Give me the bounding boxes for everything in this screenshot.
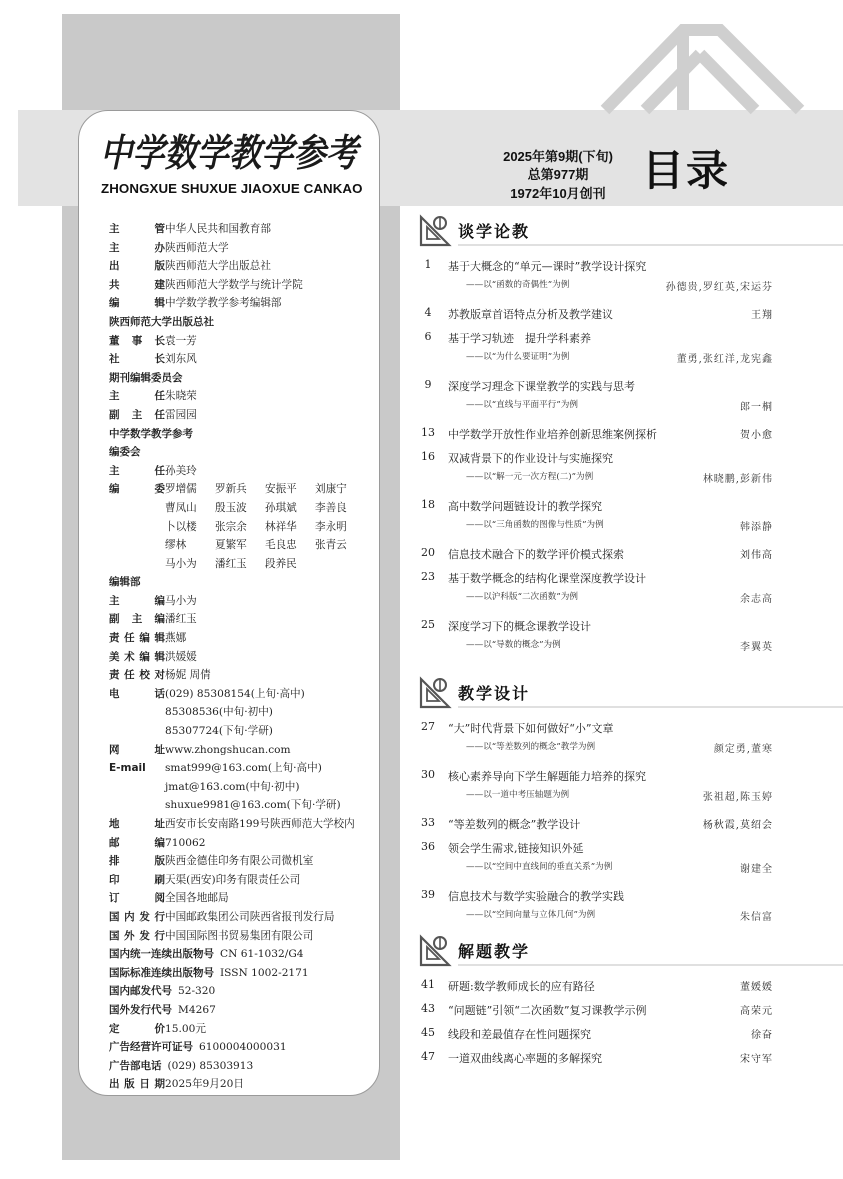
entry-title: 苏教版章首语特点分析及教学建议 <box>448 308 613 321</box>
masthead-row <box>109 908 379 927</box>
section-emblem-icon <box>418 214 452 248</box>
masthead-value: 孙美玲 <box>165 464 197 477</box>
entry-author: 董媛媛 <box>740 982 773 993</box>
masthead-value: 杨妮 周倩 <box>165 669 211 682</box>
entry-title-row <box>418 978 773 998</box>
svg-text:中学数学教学参考: 中学数学教学参考 <box>100 130 363 175</box>
toc-entry[interactable] <box>418 498 773 534</box>
entry-subtitle-row <box>418 860 773 876</box>
committee-member: 孙琪斌 <box>265 501 297 514</box>
masthead-row <box>109 685 379 704</box>
entry-title-row <box>418 258 773 278</box>
masthead-row <box>109 648 379 667</box>
masthead-key: 责 任 校 对 <box>109 669 165 682</box>
committee-member: 张宗余 <box>215 520 247 533</box>
masthead-key: 董 事 长 <box>109 334 165 347</box>
total-issue: 总第977期 <box>527 167 589 182</box>
entry-page: 33 <box>421 816 435 829</box>
entry-page: 9 <box>424 378 432 391</box>
toc-entry[interactable] <box>418 978 773 998</box>
entry-author: 董勇,张红洋,龙宪鑫 <box>676 354 773 365</box>
masthead-value: 洪媛媛 <box>165 650 197 663</box>
entry-page: 41 <box>421 978 435 991</box>
entry-page: 27 <box>421 720 435 733</box>
toc-entry[interactable] <box>418 258 773 294</box>
entry-author: 林晓鹏,彭新伟 <box>702 474 773 485</box>
section-underline <box>458 244 843 246</box>
entry-author: 韩添静 <box>740 522 773 533</box>
entry-title-row <box>418 816 773 836</box>
masthead-key: 印 刷 <box>109 873 165 886</box>
masthead-key <box>109 796 165 815</box>
committee-member: 曹凤山 <box>165 501 197 514</box>
journal-pinyin: ZHONGXUE SHUXUE JIAOXUE CANKAO <box>101 181 363 196</box>
masthead-value: 6100004000031 <box>199 1041 287 1054</box>
journal-logo <box>100 118 362 176</box>
masthead-value: 中国邮政集团公司陕西省报刊发行局 <box>165 910 335 923</box>
masthead-row <box>109 350 379 369</box>
masthead-row <box>109 778 379 797</box>
entry-page: 23 <box>421 570 435 583</box>
masthead-value: www.zhongshucan.com <box>165 743 291 756</box>
masthead-key: 主 任 <box>109 390 165 403</box>
masthead-row <box>109 239 379 258</box>
entry-title: 核心素养导向下学生解题能力培养的探究 <box>448 770 646 783</box>
masthead-value: 燕娜 <box>165 632 187 645</box>
masthead-value: 天渠(西安)印务有限责任公司 <box>165 873 301 886</box>
entry-subtitle: ——以“直线与平面平行”为例 <box>466 400 578 410</box>
masthead-row <box>109 257 379 276</box>
entry-author: 余志高 <box>740 594 773 605</box>
masthead-row <box>109 332 379 351</box>
masthead-key: 出 版 <box>109 260 165 273</box>
section-emblem-icon <box>418 676 452 710</box>
masthead-row <box>109 666 379 685</box>
masthead-key: 副 主 任 <box>109 408 165 421</box>
committee-block <box>109 480 379 573</box>
toc-title: 目录 <box>642 146 731 195</box>
committee-member: 张青云 <box>315 539 347 552</box>
masthead-value: M4267 <box>178 1003 216 1016</box>
committee-member: 段养民 <box>265 557 297 570</box>
entry-subtitle-row <box>418 638 773 654</box>
masthead-row <box>109 462 379 481</box>
toc-entry[interactable] <box>418 426 773 446</box>
committee-member: 缪林 <box>165 539 187 552</box>
entry-author: 李翼英 <box>740 642 773 653</box>
toc-entry[interactable] <box>418 306 773 326</box>
masthead-heading: 期刊编辑委员会 <box>109 371 183 384</box>
toc-entry[interactable] <box>418 450 773 486</box>
entry-subtitle: ——以“三角函数的图像与性质”为例 <box>466 520 604 530</box>
entry-page: 36 <box>421 840 435 853</box>
committee-member: 安振平 <box>265 483 297 496</box>
masthead-value: 潘红玉 <box>165 613 197 626</box>
entry-page: 39 <box>421 888 435 901</box>
masthead-row <box>109 610 379 629</box>
committee-member: 刘康宁 <box>315 483 347 496</box>
masthead-key: 主 办 <box>109 241 165 254</box>
entry-author: 谢建全 <box>740 864 773 875</box>
toc-entry[interactable] <box>418 618 773 654</box>
entry-subtitle: ——以“等差数列的概念”教学为例 <box>466 742 596 752</box>
masthead-value: 陕西师范大学出版总社 <box>165 260 271 273</box>
masthead-key <box>109 778 165 797</box>
entry-title-row <box>418 618 773 638</box>
entry-title-row <box>418 498 773 518</box>
masthead-key: E-mail <box>109 762 146 775</box>
entry-subtitle-row <box>418 908 773 924</box>
masthead-row <box>109 1020 379 1039</box>
masthead-value: 85308536(中旬·初中) <box>165 706 273 719</box>
entry-title-row <box>418 1002 773 1022</box>
entry-author: 宋守军 <box>740 1054 773 1065</box>
toc-entry[interactable] <box>418 546 773 566</box>
entry-title-row <box>418 306 773 326</box>
masthead-key: 美 术 编 辑 <box>109 650 165 663</box>
entry-title: “大”时代背景下如何做好“小”文章 <box>448 722 614 735</box>
entry-title-row <box>418 720 773 740</box>
entry-subtitle-row <box>418 740 773 756</box>
masthead-value: ISSN 1002-2171 <box>220 966 309 979</box>
masthead-value: 15.00元 <box>165 1022 206 1035</box>
entry-author: 杨秋霞,莫绍会 <box>702 820 773 831</box>
entry-author: 颜定勇,董寒 <box>713 744 773 755</box>
masthead-value: 710062 <box>165 836 206 849</box>
masthead-key: 主 任 <box>109 464 165 477</box>
entry-author: 徐奋 <box>751 1030 773 1041</box>
masthead-value: 朱晓荣 <box>165 390 197 403</box>
toc-entry[interactable] <box>418 816 773 836</box>
masthead-row <box>109 927 379 946</box>
entry-title: “等差数列的概念”教学设计 <box>448 818 581 831</box>
entry-subtitle: ——以“导数的概念”为例 <box>466 640 561 650</box>
masthead-key <box>109 722 165 741</box>
masthead-key: 共 建 <box>109 278 165 291</box>
masthead-value: 刘东风 <box>165 353 197 366</box>
toc-entry[interactable] <box>418 1002 773 1022</box>
entry-subtitle: ——以一道中考压轴题为例 <box>466 790 570 800</box>
masthead-value: 中华人民共和国教育部 <box>165 223 271 235</box>
masthead-row <box>109 852 379 871</box>
entry-subtitle: ——以沪科版“二次函数”为例 <box>466 592 578 602</box>
entry-title-row <box>418 840 773 860</box>
entry-author: 张祖超,陈玉婷 <box>702 792 773 803</box>
masthead-value: (029) 85308154(上旬·高中) <box>165 687 305 700</box>
masthead-row <box>109 982 379 1001</box>
entry-author: 王翔 <box>751 310 773 321</box>
founded-date: 1972年10月创刊 <box>510 186 606 201</box>
section-emblem-icon <box>418 934 452 968</box>
masthead-value: smat999@163.com(上旬·高中) <box>165 762 322 775</box>
masthead-key: 编 委 <box>109 483 165 496</box>
committee-member: 李善良 <box>315 501 347 514</box>
masthead-key: 国 内 发 行 <box>109 910 165 923</box>
masthead-value: 袁一芳 <box>165 334 197 347</box>
masthead-row <box>109 703 379 722</box>
masthead-value: 中学数学教学参考编辑部 <box>165 297 282 310</box>
truss-decoration <box>595 20 835 112</box>
entry-subtitle-row <box>418 590 773 606</box>
entry-title-row <box>418 426 773 446</box>
section-title: 谈学论教 <box>458 222 531 241</box>
entry-title: 基于数学概念的结构化课堂深度教学设计 <box>448 572 646 585</box>
entry-page: 25 <box>421 618 435 631</box>
entry-title: 高中数学问题链设计的教学探究 <box>448 500 602 513</box>
masthead-key: 编 辑 <box>109 297 165 310</box>
entry-page: 30 <box>421 768 435 781</box>
entry-page: 16 <box>421 450 435 463</box>
toc-entry[interactable] <box>418 840 773 876</box>
committee-member: 卜以楼 <box>165 520 197 533</box>
masthead-row <box>109 294 379 313</box>
entry-page: 45 <box>421 1026 435 1039</box>
entry-subtitle-row <box>418 470 773 486</box>
entry-author: 郎一桐 <box>740 402 773 413</box>
masthead-row <box>109 759 379 778</box>
section-title: 解题教学 <box>458 942 531 961</box>
masthead-key: 出 版 日 期 <box>109 1078 165 1091</box>
entry-author: 刘伟高 <box>740 550 773 561</box>
masthead-row <box>109 406 379 425</box>
masthead-row <box>109 722 379 741</box>
toc-entry[interactable] <box>418 720 773 756</box>
masthead-key: 主 编 <box>109 594 165 607</box>
masthead-value: CN 61-1032/G4 <box>220 948 304 961</box>
entry-title: 双减背景下的作业设计与实施探究 <box>448 452 613 465</box>
masthead-value: (029) 85303913 <box>167 1059 254 1072</box>
masthead-value: 52-320 <box>178 985 216 998</box>
issue-number: 2025年第9期(下旬) <box>503 149 613 164</box>
entry-author: 孙德贵,罗红英,宋运芬 <box>665 282 773 293</box>
masthead-row <box>109 1001 379 1020</box>
section-title: 教学设计 <box>458 684 531 703</box>
masthead-key: 副 主 编 <box>109 613 165 626</box>
entry-title: 领会学生需求,链接知识外延 <box>448 842 584 855</box>
entry-title: 线段和差最值存在性问题探究 <box>448 1028 591 1041</box>
entry-page: 6 <box>424 330 432 343</box>
entry-subtitle: ——以“空间中直线间的垂直关系”为例 <box>466 862 613 872</box>
entry-title-row <box>418 546 773 566</box>
section-underline <box>458 964 843 966</box>
masthead-heading: 编委会 <box>109 446 141 459</box>
entry-title-row <box>418 1026 773 1046</box>
entry-author: 贺小愈 <box>740 430 773 441</box>
masthead-value: shuxue9981@163.com(下旬·学研) <box>165 799 341 812</box>
entry-author: 朱信富 <box>740 912 773 923</box>
masthead-key: 广告经营许可证号 <box>109 1041 193 1054</box>
committee-member: 罗新兵 <box>215 483 247 496</box>
entry-title: 深度学习下的概念课教学设计 <box>448 620 591 633</box>
masthead-key: 排 版 <box>109 855 165 868</box>
masthead-key: 网 址 <box>109 743 165 756</box>
masthead-row <box>109 1075 379 1094</box>
toc-entry[interactable] <box>418 1050 773 1070</box>
committee-member: 夏繁军 <box>215 539 247 552</box>
masthead-row <box>109 741 379 760</box>
toc-entry[interactable] <box>418 378 773 414</box>
entry-title: 信息技术与数学实验融合的教学实践 <box>448 890 624 903</box>
masthead-value: 中国国际图书贸易集团有限公司 <box>165 929 314 942</box>
committee-member: 毛良忠 <box>265 539 297 552</box>
entry-title: 研题:数学教师成长的应有路径 <box>448 980 595 993</box>
masthead-heading: 陕西师范大学出版总社 <box>109 315 214 328</box>
entry-title-row <box>418 450 773 470</box>
masthead-row <box>109 964 379 983</box>
masthead-row <box>109 815 379 834</box>
masthead-key: 订 阅 <box>109 892 165 905</box>
masthead-value: 85307724(下旬·学研) <box>165 725 273 738</box>
toc-entry[interactable] <box>418 768 773 804</box>
masthead-key: 责 任 编 辑 <box>109 632 165 645</box>
toc-entry[interactable] <box>418 888 773 924</box>
entry-title-row <box>418 1050 773 1070</box>
committee-member: 马小为 <box>165 557 197 570</box>
masthead-heading: 中学数学教学参考 <box>109 427 193 440</box>
masthead-row <box>109 387 379 406</box>
masthead-row <box>109 834 379 853</box>
masthead-key: 地 址 <box>109 818 165 830</box>
masthead-row <box>109 1038 379 1057</box>
masthead-row <box>109 945 379 964</box>
entry-page: 1 <box>424 258 432 271</box>
entry-subtitle: ——以“函数的奇偶性”为例 <box>466 280 570 290</box>
toc-entry[interactable] <box>418 330 773 366</box>
masthead-row <box>109 889 379 908</box>
entry-page: 43 <box>421 1002 435 1015</box>
masthead-value: jmat@163.com(中旬·初中) <box>165 780 300 793</box>
committee-member: 潘红玉 <box>215 557 247 570</box>
masthead-key: 社 长 <box>109 353 165 366</box>
entry-title-row <box>418 888 773 908</box>
entry-title-row <box>418 378 773 398</box>
masthead-value: 陕西师范大学数学与统计学院 <box>165 278 303 291</box>
masthead-key: 定 价 <box>109 1022 165 1035</box>
masthead-value: 2025年9月20日 <box>165 1078 244 1091</box>
entry-subtitle: ——以“解一元一次方程(二)”为例 <box>466 472 594 482</box>
masthead-key: 主 管 <box>109 223 165 235</box>
masthead-key: 国内邮发代号 <box>109 985 172 998</box>
masthead-value: 陕西师范大学 <box>165 241 229 254</box>
entry-author: 高荣元 <box>740 1006 773 1017</box>
entry-page: 47 <box>421 1050 435 1063</box>
masthead-value: 全国各地邮局 <box>165 892 229 905</box>
entry-title-row <box>418 768 773 788</box>
entry-subtitle-row <box>418 788 773 804</box>
masthead-row <box>109 796 379 815</box>
masthead <box>109 220 379 1094</box>
toc-entry[interactable] <box>418 1026 773 1046</box>
entry-title: 基于学习轨迹 提升学科素养 <box>448 332 591 345</box>
entry-page: 20 <box>421 546 435 559</box>
entry-title-row <box>418 330 773 350</box>
masthead-key: 广告部电话 <box>109 1059 162 1072</box>
entry-subtitle-row <box>418 278 773 294</box>
masthead-key: 国外发行代号 <box>109 1003 172 1016</box>
masthead-value: 马小为 <box>165 594 197 607</box>
entry-subtitle: ——以“为什么要证明”为例 <box>466 352 570 362</box>
entry-subtitle-row <box>418 350 773 366</box>
committee-member: 罗增儒 <box>165 483 197 496</box>
entry-subtitle-row <box>418 398 773 414</box>
committee-names <box>165 480 365 573</box>
masthead-row <box>109 1057 379 1076</box>
entry-title: 中学数学开放性作业培养创新思维案例探析 <box>448 428 657 441</box>
committee-member: 林祥华 <box>265 520 297 533</box>
committee-member: 李永明 <box>315 520 347 533</box>
entry-title: 基于大概念的“单元—课时”教学设计探究 <box>448 260 647 273</box>
masthead-row <box>109 871 379 890</box>
masthead-row <box>109 629 379 648</box>
toc-entry[interactable] <box>418 570 773 606</box>
entry-page: 13 <box>421 426 435 439</box>
section-underline <box>458 706 843 708</box>
masthead-key: 邮 编 <box>109 836 165 849</box>
masthead-row <box>109 220 379 239</box>
entry-title: 信息技术融合下的数学评价模式探索 <box>448 548 624 561</box>
masthead-key: 电 话 <box>109 687 165 700</box>
masthead-value: 雷园园 <box>165 408 197 421</box>
entry-title-row <box>418 570 773 590</box>
entry-subtitle: ——以“空间向量与立体几何”为例 <box>466 910 596 920</box>
masthead-heading: 编辑部 <box>109 576 141 589</box>
masthead-row <box>109 276 379 295</box>
masthead-key: 国际标准连续出版物号 <box>109 966 214 979</box>
entry-title: 深度学习理念下课堂教学的实践与思考 <box>448 380 635 393</box>
committee-member: 殷玉波 <box>215 501 247 514</box>
masthead-value: 陕西金德佳印务有限公司微机室 <box>165 855 314 868</box>
masthead-value: 西安市长安南路199号陕西师范大学校内 <box>165 818 355 830</box>
masthead-key: 国内统一连续出版物号 <box>109 948 214 961</box>
masthead-key: 国 外 发 行 <box>109 929 165 942</box>
entry-subtitle-row <box>418 518 773 534</box>
entry-page: 18 <box>421 498 435 511</box>
entry-page: 4 <box>424 306 432 319</box>
entry-title: 一道双曲线离心率题的多解探究 <box>448 1052 602 1065</box>
masthead-row <box>109 592 379 611</box>
masthead-key <box>109 703 165 722</box>
entry-title: “问题链”引领“二次函数”复习课教学示例 <box>448 1004 647 1017</box>
